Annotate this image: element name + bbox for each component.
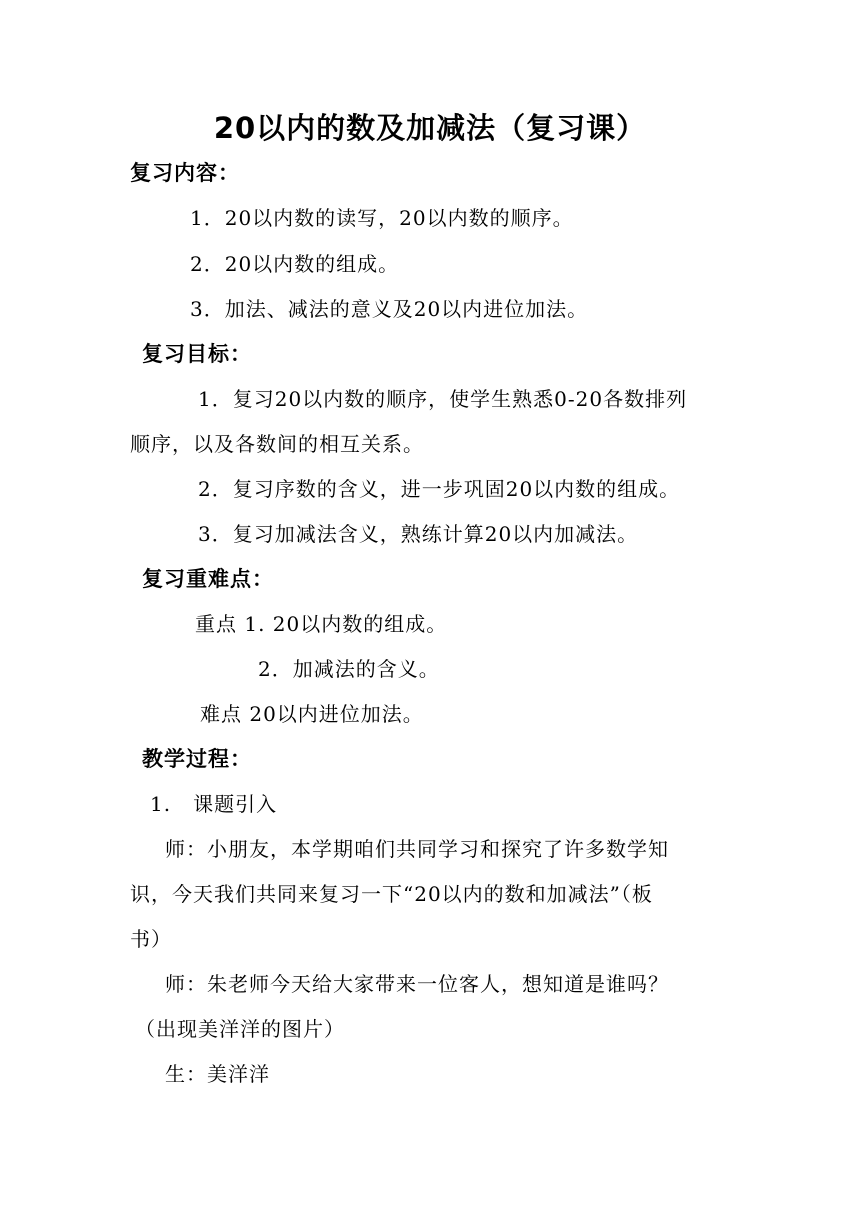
teacher-paragraph-2-line-1: 师：朱老师今天给大家带来一位客人，想知道是谁吗？: [165, 972, 669, 996]
review-goal-3: 3．复习加减法含义，熟练计算20以内加减法。: [198, 522, 639, 546]
review-goal-1-line-1: 1．复习20以内数的顺序，使学生熟悉0-20各数排列: [198, 387, 688, 411]
teacher-paragraph-1-line-3: 书）: [130, 927, 172, 951]
teaching-process-heading: 教学过程：: [142, 747, 252, 771]
review-content-heading: 复习内容：: [130, 161, 240, 185]
review-content-item-3: 3．加法、减法的意义及20以内进位加法。: [190, 297, 589, 321]
process-step-1: 1. 课题引入: [150, 792, 278, 816]
review-content-item-1: 1．20以内数的读写，20以内数的顺序。: [190, 206, 574, 230]
review-content-item-2: 2．20以内数的组成。: [190, 252, 400, 276]
review-goal-2: 2．复习序数的含义，进一步巩固20以内数的组成。: [198, 477, 681, 501]
student-response: 生：美洋洋: [165, 1062, 270, 1086]
teacher-paragraph-1-line-1: 师：小朋友，本学期咱们共同学习和探究了许多数学知: [165, 837, 669, 861]
review-goals-heading: 复习目标：: [142, 342, 252, 366]
key-point-line-1: 重点 1. 20以内数的组成。: [195, 612, 448, 636]
key-points-heading: 复习重难点：: [142, 567, 274, 591]
difficult-point-line: 难点 20以内进位加法。: [200, 702, 424, 726]
key-point-line-2: 2．加减法的含义。: [258, 657, 440, 681]
review-goal-1-line-2: 顺序，以及各数间的相互关系。: [130, 432, 424, 456]
teacher-paragraph-2-line-2: （出现美洋洋的图片）: [135, 1017, 345, 1041]
document-title: 20以内的数及加减法（复习课）: [213, 111, 647, 145]
teacher-paragraph-1-line-2: 识，今天我们共同来复习一下“20以内的数和加减法”（板: [130, 882, 653, 906]
